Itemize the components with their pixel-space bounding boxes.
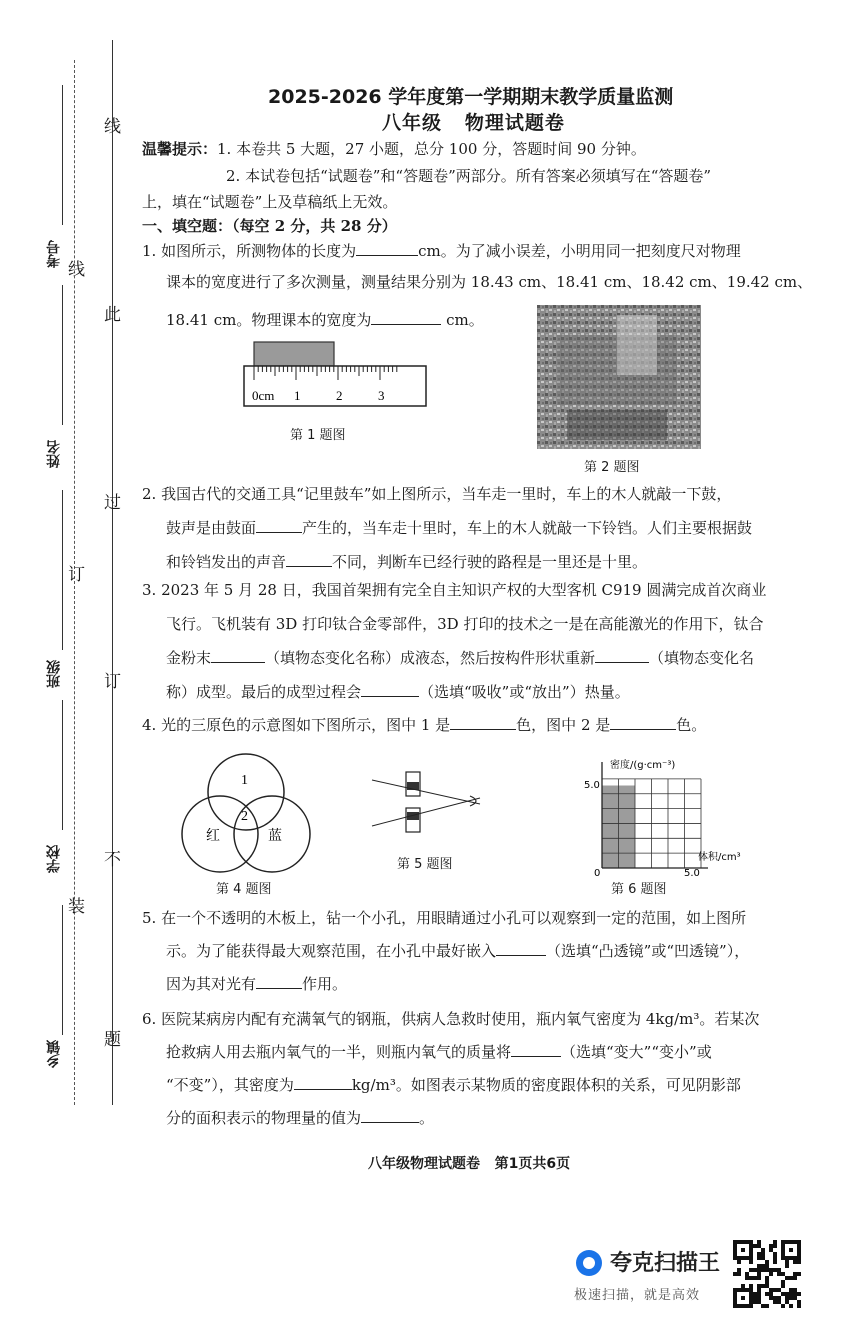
qr-module: [761, 1252, 765, 1256]
qr-module: [773, 1288, 777, 1292]
q1-text-b: cm。为了减小误差，小明用同一把刻度尺对物理: [418, 242, 741, 260]
qr-module: [781, 1256, 785, 1260]
qr-module: [797, 1292, 801, 1296]
qr-module: [781, 1248, 785, 1252]
qr-module: [765, 1304, 769, 1308]
qr-module: [741, 1284, 745, 1288]
qr-module: [733, 1300, 737, 1304]
watermark-brand: 夸克扫描王: [610, 1251, 721, 1276]
qr-module: [745, 1256, 749, 1260]
fig4-caption: 第 4 题图: [216, 882, 272, 897]
seal-char-4: 订: [104, 672, 121, 692]
qr-module: [797, 1244, 801, 1248]
q3-line-1: 3. 2023 年 5 月 28 日，我国首架拥有完全自主知识产权的大型客机 C919 圆满完成首次商业: [142, 581, 767, 599]
fig6-ylabel: 密度/(g·cm⁻³): [610, 760, 676, 771]
qr-module: [761, 1264, 765, 1268]
qr-module: [757, 1288, 761, 1292]
fig4-label-red: 红: [206, 828, 220, 844]
watermark-slogan: 极速扫描，就是高效: [574, 1288, 701, 1303]
fig1-tick-label-0: 0cm: [252, 388, 275, 403]
q6-text-d: kg/m³。如图表示某物质的密度跟体积的关系，可见阴影部: [351, 1076, 741, 1094]
q5-text-c: 因为其对光有: [166, 975, 257, 993]
q5-text-d: 作用。: [302, 975, 348, 993]
qr-module: [793, 1296, 797, 1300]
qr-module: [757, 1256, 761, 1260]
q3-text-a: 金粉末: [166, 649, 212, 667]
qr-module: [789, 1276, 793, 1280]
qr-module: [733, 1296, 737, 1300]
qr-module: [797, 1272, 801, 1276]
field-line-school: [62, 700, 63, 830]
margin-rule-inner: [112, 40, 113, 1105]
tips-item-2b: 上，填在“试题卷”上及草稿纸上无效。: [142, 193, 398, 211]
qr-module: [733, 1272, 737, 1276]
q2-text-d: 不同，判断车已经行驶的路程是一里还是十里。: [332, 553, 648, 571]
label-class: 班级: [46, 660, 62, 688]
qr-module: [745, 1240, 749, 1244]
qr-module: [789, 1296, 793, 1300]
q5-text-b: （选填“凸透镜”或“凹透镜”），: [546, 942, 750, 960]
qr-module: [749, 1248, 753, 1252]
qr-module: [773, 1240, 777, 1244]
tips-item-2a: 2. 本试卷包括“试题卷”和“答题卷”两部分。所有答案必须填写在“答题卷”: [226, 167, 712, 185]
qr-module: [737, 1240, 741, 1244]
label-town: 乡镇: [46, 1040, 62, 1068]
qr-module: [753, 1292, 757, 1296]
qr-module: [769, 1244, 773, 1248]
q2-line-3: [166, 552, 647, 572]
qr-module: [753, 1268, 757, 1272]
q1-text-a: 1. 如图所示，所测物体的长度为: [142, 242, 357, 260]
qr-module: [769, 1272, 773, 1276]
qr-module: [745, 1288, 749, 1292]
qr-module: [733, 1252, 737, 1256]
fig1-tick-label-3: 3: [378, 388, 385, 403]
qr-module: [769, 1268, 773, 1272]
qr-module: [769, 1296, 773, 1300]
q5-line-3: [166, 974, 347, 994]
qr-module: [733, 1292, 737, 1296]
qr-module: [753, 1300, 757, 1304]
qr-module: [757, 1292, 761, 1296]
qr-module: [757, 1272, 761, 1276]
qr-module: [777, 1300, 781, 1304]
qr-module: [741, 1248, 745, 1252]
qr-module: [797, 1252, 801, 1256]
q6-text-e: 分的面积表示的物理量的值为: [166, 1109, 362, 1127]
qr-module: [793, 1240, 797, 1244]
qr-module: [777, 1288, 781, 1292]
qr-module: [741, 1296, 745, 1300]
qr-module: [789, 1240, 793, 1244]
seal-char-1: 线: [104, 117, 121, 137]
qr-module: [777, 1296, 781, 1300]
qr-module: [785, 1240, 789, 1244]
field-line-name: [62, 285, 63, 425]
q4-text-c: 色。: [676, 716, 707, 734]
qr-module: [737, 1256, 741, 1260]
q3-blank-2[interactable]: [595, 648, 649, 663]
qr-module: [773, 1256, 777, 1260]
qr-module: [749, 1240, 753, 1244]
qr-module: [737, 1272, 741, 1276]
fig6-caption: 第 6 题图: [611, 882, 667, 897]
qr-module: [797, 1260, 801, 1264]
q6-line-1: 6. 医院某病房内配有充满氧气的钢瓶，供病人急救时使用，瓶内氧气密度为 4kg/m³。若某次: [142, 1010, 760, 1028]
qr-module: [737, 1304, 741, 1308]
q2-line-1: 2. 我国古代的交通工具“记里鼓车”如上图所示，当车走一里时，车上的木人就敲一下鼓，: [142, 485, 732, 503]
q1-line-3: [166, 310, 484, 330]
exam-subtitle: 八年级 物理试题卷: [382, 112, 565, 134]
qr-module: [785, 1264, 789, 1268]
seal-char-zhuang-left: 装: [68, 897, 85, 917]
fig4-venn: [176, 748, 316, 880]
fig2-photo: [537, 305, 701, 449]
qr-module: [749, 1268, 753, 1272]
qr-module: [781, 1280, 785, 1284]
q6-blank-2[interactable]: [294, 1075, 352, 1090]
label-exam-no: 考号: [46, 240, 62, 268]
qr-module: [749, 1252, 753, 1256]
q2-text-b: 产生的，当车走十里时，车上的木人就敲一下铃铛。人们主要根据鼓: [302, 519, 753, 537]
seal-char-6: 题: [104, 1030, 121, 1050]
qr-module: [781, 1252, 785, 1256]
q1-blank-1[interactable]: [356, 241, 418, 256]
q2-text-c: 和铃铛发出的声音: [166, 553, 287, 571]
qr-module: [777, 1268, 781, 1272]
qr-module: [749, 1276, 753, 1280]
qr-module: [749, 1244, 753, 1248]
qr-module: [749, 1284, 753, 1288]
qr-module: [773, 1268, 777, 1272]
qr-module: [769, 1248, 773, 1252]
field-line-town: [62, 905, 63, 1035]
qr-module: [781, 1272, 785, 1276]
q2-line-2: [166, 518, 752, 538]
qr-module: [749, 1296, 753, 1300]
qr-module: [749, 1260, 753, 1264]
qr-module: [789, 1304, 793, 1308]
qr-module: [793, 1276, 797, 1280]
q4-blank-1[interactable]: [450, 715, 516, 730]
qr-module: [753, 1276, 757, 1280]
qr-module: [741, 1256, 745, 1260]
seal-char-ding-left: 订: [68, 565, 85, 585]
q3-text-d: 称）成型。最后的成型过程会: [166, 683, 362, 701]
qr-module: [757, 1244, 761, 1248]
label-school: 学校: [46, 845, 62, 873]
qr-module: [789, 1248, 793, 1252]
qr-module: [761, 1268, 765, 1272]
qr-module: [741, 1304, 745, 1308]
qr-module: [765, 1292, 769, 1296]
q1-text-d: cm。: [441, 311, 484, 329]
qr-module: [769, 1292, 773, 1296]
qr-module: [745, 1304, 749, 1308]
q6-text-c: “不变”），其密度为: [166, 1076, 294, 1094]
fig1-tick-label-2: 2: [336, 388, 343, 403]
field-line-class: [62, 490, 63, 650]
qr-module: [745, 1276, 749, 1280]
q6-line-2: [166, 1042, 712, 1062]
qr-module: [765, 1280, 769, 1284]
qr-module: [733, 1256, 737, 1260]
fig6-xtick: 5.0: [684, 868, 700, 878]
q3-line-4: [166, 682, 630, 702]
qr-module: [745, 1272, 749, 1276]
label-name: 姓名: [46, 440, 62, 468]
qr-module: [737, 1260, 741, 1264]
q3-text-b: （填物态变化名称）成液态，然后按构件形状重新: [265, 649, 596, 667]
q3-text-e: （选填“吸收”或“放出”）热量。: [419, 683, 630, 701]
qr-module: [757, 1300, 761, 1304]
qr-module: [789, 1292, 793, 1296]
fig4-label-blue: 蓝: [268, 828, 282, 844]
qr-module: [757, 1264, 761, 1268]
q6-text-a: 抢救病人用去瓶内氧气的一半，则瓶内氧气的质量将: [166, 1043, 512, 1061]
qr-module: [769, 1288, 773, 1292]
q3-text-c: （填物态变化名: [649, 649, 755, 667]
qr-module: [781, 1244, 785, 1248]
qr-module: [797, 1300, 801, 1304]
qr-module: [789, 1288, 793, 1292]
fig4-label-2: 2: [241, 809, 248, 824]
qr-code-icon: [733, 1240, 801, 1308]
q5-blank-2[interactable]: [256, 974, 302, 989]
watermark-logo-icon: [576, 1250, 602, 1276]
qr-module: [741, 1240, 745, 1244]
q3-line-3: [166, 648, 754, 668]
q5-line-1: 5. 在一个不透明的木板上，钻一个小孔，用眼睛通过小孔可以观察到一定的范围，如上图所: [142, 909, 747, 927]
qr-module: [785, 1296, 789, 1300]
qr-module: [765, 1260, 769, 1264]
qr-module: [781, 1284, 785, 1288]
q1-text-c: 18.41 cm。物理课本的宽度为: [166, 311, 372, 329]
qr-module: [773, 1296, 777, 1300]
qr-module: [797, 1248, 801, 1252]
fig6-xlabel: 体积/cm³: [698, 852, 741, 863]
tips-line-1: [142, 139, 646, 159]
seal-char-line-left: 线: [68, 260, 85, 280]
q2-blank-2[interactable]: [286, 552, 332, 567]
q1-line-2: 课本的宽度进行了多次测量，测量结果分别为 18.43 cm、18.41 cm、18.42 cm、19.42 cm、: [166, 273, 813, 291]
qr-module: [785, 1256, 789, 1260]
field-line-exam-no: [62, 85, 63, 225]
fig6-ytick: 5.0: [584, 780, 600, 791]
qr-module: [777, 1272, 781, 1276]
qr-module: [773, 1260, 777, 1264]
qr-module: [781, 1240, 785, 1244]
qr-module: [757, 1252, 761, 1256]
qr-module: [785, 1292, 789, 1296]
section-heading: 一、填空题：（每空 2 分，共 28 分）: [142, 217, 397, 235]
q5-line-2: [166, 941, 749, 961]
qr-module: [749, 1256, 753, 1260]
qr-module: [797, 1304, 801, 1308]
q3-blank-1[interactable]: [211, 648, 265, 663]
qr-module: [733, 1304, 737, 1308]
qr-module: [749, 1288, 753, 1292]
q3-line-2: 飞行。飞机装有 3D 打印钛合金零部件，3D 打印的技术之一是在高能激光的作用下，钛合: [166, 615, 764, 633]
seal-char-3: 过: [104, 493, 121, 513]
qr-module: [785, 1260, 789, 1264]
qr-module: [765, 1276, 769, 1280]
fig1-object: [254, 342, 334, 366]
q5-text-a: 示。为了能获得最大观察范围，在小孔中最好嵌入: [166, 942, 497, 960]
seal-char-2: 此: [104, 305, 121, 325]
qr-module: [789, 1256, 793, 1260]
qr-module: [797, 1256, 801, 1260]
q4-line-1: [142, 715, 706, 735]
qr-module: [793, 1292, 797, 1296]
qr-module: [733, 1244, 737, 1248]
fig1-caption: 第 1 题图: [290, 428, 346, 443]
qr-module: [749, 1292, 753, 1296]
qr-module: [765, 1264, 769, 1268]
qr-module: [757, 1296, 761, 1300]
qr-module: [761, 1256, 765, 1260]
q4-blank-2[interactable]: [610, 715, 676, 730]
qr-module: [765, 1284, 769, 1288]
qr-module: [761, 1248, 765, 1252]
qr-module: [797, 1240, 801, 1244]
qr-module: [793, 1256, 797, 1260]
fig2-caption: 第 2 题图: [584, 460, 640, 475]
qr-module: [749, 1300, 753, 1304]
qr-module: [753, 1296, 757, 1300]
qr-module: [757, 1276, 761, 1280]
qr-module: [757, 1240, 761, 1244]
q6-text-f: 。: [419, 1109, 435, 1127]
qr-module: [733, 1240, 737, 1244]
qr-module: [737, 1268, 741, 1272]
q2-text-a: 鼓声是由鼓面: [166, 519, 257, 537]
q1-blank-2[interactable]: [371, 310, 441, 325]
fig6-origin: 0: [594, 868, 601, 878]
q4-text-a: 4. 光的三原色的示意图如下图所示，图中 1 是: [142, 716, 451, 734]
qr-module: [761, 1284, 765, 1288]
fig5-pinhole: [370, 768, 490, 838]
tips-item-1: 1. 本卷共 5 大题，27 小题，总分 100 分，答题时间 90 分钟。: [217, 140, 646, 158]
qr-module: [793, 1260, 797, 1264]
qr-module: [749, 1304, 753, 1308]
q6-blank-3[interactable]: [361, 1108, 419, 1123]
q2-blank-1[interactable]: [256, 518, 302, 533]
fig4-label-1: 1: [241, 773, 248, 788]
fig1-ruler: [240, 338, 432, 412]
exam-title: 2025-2026 学年度第一学期期末教学质量监测: [268, 86, 674, 108]
qr-module: [785, 1300, 789, 1304]
q6-line-3: [166, 1075, 741, 1095]
qr-module: [793, 1288, 797, 1292]
qr-module: [781, 1304, 785, 1308]
q1-line-1: [142, 241, 741, 261]
qr-module: [773, 1300, 777, 1304]
q4-text-b: 色，图中 2 是: [516, 716, 611, 734]
qr-module: [737, 1288, 741, 1292]
fig4-circle-left: [182, 796, 258, 872]
qr-module: [733, 1248, 737, 1252]
qr-module: [773, 1252, 777, 1256]
q6-line-4: [166, 1108, 434, 1128]
qr-module: [765, 1268, 769, 1272]
fig1-tick-label-1: 1: [294, 388, 301, 403]
page-footer: 八年级物理试题卷 第1页共6页: [368, 1156, 571, 1172]
qr-module: [785, 1276, 789, 1280]
fig5-caption: 第 5 题图: [397, 857, 453, 872]
qr-module: [781, 1292, 785, 1296]
q6-text-b: （选填“变大”“变小”或: [561, 1043, 712, 1061]
qr-module: [741, 1288, 745, 1292]
qr-module: [773, 1244, 777, 1248]
seal-char-5: 不: [104, 850, 121, 870]
qr-module: [753, 1244, 757, 1248]
q3-blank-3[interactable]: [361, 682, 419, 697]
qr-module: [757, 1268, 761, 1272]
tips-label: 温馨提示：: [142, 140, 218, 158]
qr-module: [761, 1304, 765, 1308]
fig6-graph: [580, 756, 760, 878]
qr-module: [733, 1288, 737, 1292]
qr-module: [757, 1284, 761, 1288]
q6-blank-1[interactable]: [511, 1042, 561, 1057]
fig5-eye-icon: [470, 796, 476, 806]
qr-module: [793, 1272, 797, 1276]
q5-blank-1[interactable]: [496, 941, 546, 956]
